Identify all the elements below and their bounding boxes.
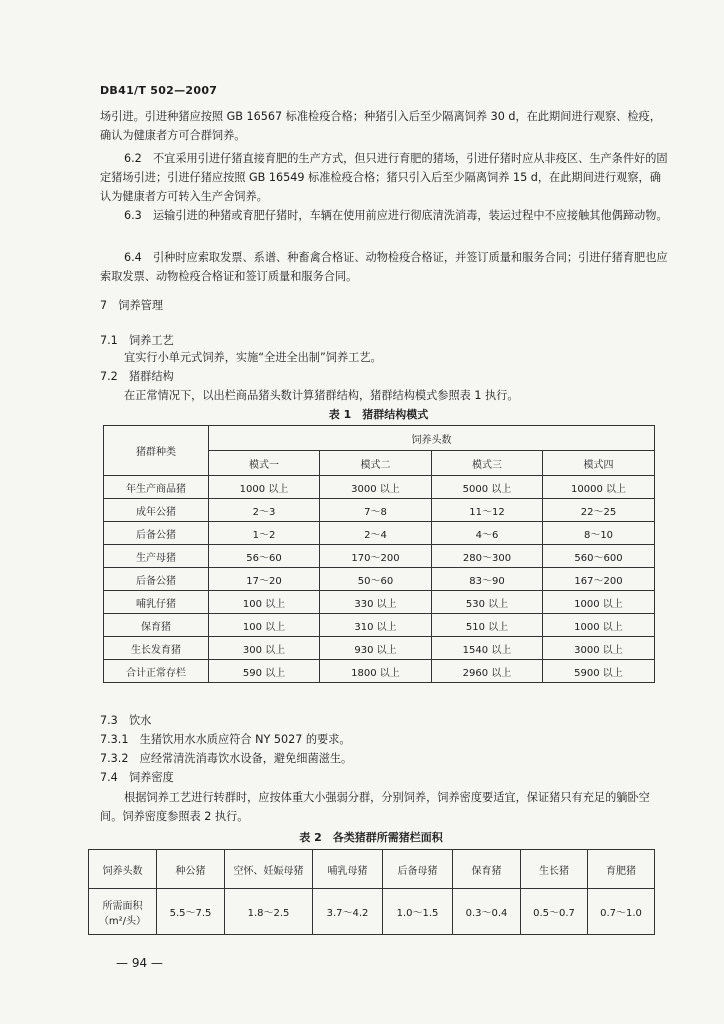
table-2-header: 后备母猪 bbox=[383, 850, 453, 889]
document-code: DB41/T 502—2007 bbox=[100, 84, 218, 97]
table-2-row-label bbox=[89, 889, 157, 935]
table-row bbox=[104, 660, 655, 683]
table-cell: 后备公猪 bbox=[104, 568, 209, 591]
table-cell: 7～8 bbox=[320, 499, 432, 522]
table-cell: 50～60 bbox=[320, 568, 432, 591]
table-cell: 1～2 bbox=[209, 522, 320, 545]
table-row bbox=[104, 476, 655, 499]
table-cell: 83～90 bbox=[432, 568, 543, 591]
paragraph-6-1-tail: 场引进。引进种猪应按照 GB 16567 标准检疫合格；种猪引入后至少隔离饲养 30 d，在此期间进行观察、检疫，确认为健康者方可合群饲养。 bbox=[100, 110, 661, 142]
table-row bbox=[104, 614, 655, 637]
table-cell: 310 以上 bbox=[320, 614, 432, 637]
table-row bbox=[104, 568, 655, 591]
table-1-header-mode: 模式四 bbox=[543, 451, 655, 476]
section-7-2-text: 在正常情况下，以出栏商品猪头数计算猪群结构，猪群结构模式参照表 1 执行。 bbox=[124, 389, 519, 402]
section-7-4-heading: 7.4 饲养密度 bbox=[100, 771, 174, 784]
table-2-header: 空怀、妊娠母猪 bbox=[225, 850, 313, 889]
table-cell: 3000 以上 bbox=[543, 637, 655, 660]
table-cell: 5000 以上 bbox=[432, 476, 543, 499]
table-cell: 1000 以上 bbox=[543, 591, 655, 614]
table-cell: 1000 以上 bbox=[543, 614, 655, 637]
section-7-heading: 7 饲养管理 bbox=[100, 299, 164, 312]
table-1-header-mode: 模式一 bbox=[209, 451, 320, 476]
table-cell: 合计正常存栏 bbox=[104, 660, 209, 683]
table-cell: 2960 以上 bbox=[432, 660, 543, 683]
paragraph-6-4: 6.4 引种时应索取发票、系谱、种畜禽合格证、动物检疫合格证，并签订质量和服务合同；引进仔猪育肥也应索取发票、动物检疫合格证和签订质量和服务合同。 bbox=[100, 251, 668, 283]
table-1-caption: 表 1 猪群结构模式 bbox=[328, 408, 429, 421]
table-cell: 280～300 bbox=[432, 545, 543, 568]
table-1-header-species: 猪群种类 bbox=[104, 426, 209, 476]
table-2-caption: 表 2 各类猪群所需猪栏面积 bbox=[299, 831, 443, 844]
section-7-1-text: 宜实行小单元式饲养，实施“全进全出制”饲养工艺。 bbox=[124, 351, 382, 364]
table-cell: 0.3～0.4 bbox=[453, 889, 521, 935]
table-row bbox=[89, 889, 655, 935]
table-cell: 1800 以上 bbox=[320, 660, 432, 683]
table-cell: 560～600 bbox=[543, 545, 655, 568]
table-cell: 0.7～1.0 bbox=[588, 889, 655, 935]
table-cell: 2～4 bbox=[320, 522, 432, 545]
table-cell: 330 以上 bbox=[320, 591, 432, 614]
table-cell: 2～3 bbox=[209, 499, 320, 522]
table-cell: 167～200 bbox=[543, 568, 655, 591]
table-cell: 170～200 bbox=[320, 545, 432, 568]
table-row bbox=[104, 637, 655, 660]
table-cell: 0.5～0.7 bbox=[521, 889, 588, 935]
table-cell: 1540 以上 bbox=[432, 637, 543, 660]
section-7-3-1: 7.3.1 生猪饮用水水质应符合 NY 5027 的要求。 bbox=[100, 733, 351, 746]
table-cell: 生长发育猪 bbox=[104, 637, 209, 660]
table-cell: 保育猪 bbox=[104, 614, 209, 637]
section-7-4-text: 根据饲养工艺进行转群时，应按体重大小强弱分群，分别饲养，饲养密度要适宜，保证猪只有充足的躺卧空间。饲养密度参照表 2 执行。 bbox=[100, 791, 650, 823]
table-row bbox=[104, 499, 655, 522]
paragraph-6-3: 6.3 运输引进的种猪或育肥仔猪时，车辆在使用前应进行彻底清洗消毒，装运过程中不应接触其他偶蹄动物。 bbox=[124, 209, 668, 222]
table-cell: 530 以上 bbox=[432, 591, 543, 614]
table-2-header: 保育猪 bbox=[453, 850, 521, 889]
table-cell: 1.8～2.5 bbox=[225, 889, 313, 935]
table-row bbox=[104, 522, 655, 545]
row-label-line-2: （m²/头） bbox=[98, 915, 147, 927]
table-2-header: 育肥猪 bbox=[588, 850, 655, 889]
table-1 bbox=[103, 425, 655, 683]
table-2-header: 哺乳母猪 bbox=[313, 850, 383, 889]
table-cell: 10000 以上 bbox=[543, 476, 655, 499]
table-row bbox=[104, 545, 655, 568]
table-2 bbox=[88, 849, 655, 935]
table-cell: 510 以上 bbox=[432, 614, 543, 637]
table-cell: 后备公猪 bbox=[104, 522, 209, 545]
table-cell: 17～20 bbox=[209, 568, 320, 591]
table-cell: 100 以上 bbox=[209, 614, 320, 637]
table-cell: 3.7～4.2 bbox=[313, 889, 383, 935]
paragraph-6-2: 6.2 不宜采用引进仔猪直接育肥的生产方式，但只进行育肥的猪场，引进仔猪时应从非疫区、生产条件好的固定猪场引进；引进仔猪应按照 GB 16549 标准检疫合格；猪只引入后至少隔离饲养 15 d，在此期间进行观察，确认为健康者方可转入生产舍饲养。 bbox=[100, 152, 668, 203]
table-cell: 5.5～7.5 bbox=[157, 889, 225, 935]
table-cell: 哺乳仔猪 bbox=[104, 591, 209, 614]
table-2-header: 种公猪 bbox=[157, 850, 225, 889]
table-cell: 1000 以上 bbox=[209, 476, 320, 499]
section-7-1-heading: 7.1 饲养工艺 bbox=[100, 334, 174, 347]
row-label-line-1: 所需面积 bbox=[102, 900, 143, 912]
table-cell: 生产母猪 bbox=[104, 545, 209, 568]
table-cell: 3000 以上 bbox=[320, 476, 432, 499]
section-7-3-heading: 7.3 饮水 bbox=[100, 714, 152, 727]
table-cell: 成年公猪 bbox=[104, 499, 209, 522]
table-row bbox=[104, 591, 655, 614]
table-1-header-mode: 模式二 bbox=[320, 451, 432, 476]
table-2-header: 饲养头数 bbox=[89, 850, 157, 889]
table-2-header: 生长猪 bbox=[521, 850, 588, 889]
table-cell: 22～25 bbox=[543, 499, 655, 522]
section-7-2-heading: 7.2 猪群结构 bbox=[100, 370, 174, 383]
table-cell: 1.0～1.5 bbox=[383, 889, 453, 935]
page-number: — 94 — bbox=[116, 956, 163, 970]
table-cell: 300 以上 bbox=[209, 637, 320, 660]
table-cell: 56～60 bbox=[209, 545, 320, 568]
table-1-header-mode: 模式三 bbox=[432, 451, 543, 476]
table-cell: 8～10 bbox=[543, 522, 655, 545]
table-cell: 590 以上 bbox=[209, 660, 320, 683]
table-cell: 5900 以上 bbox=[543, 660, 655, 683]
table-cell: 930 以上 bbox=[320, 637, 432, 660]
table-cell: 4～6 bbox=[432, 522, 543, 545]
table-1-header-group: 饲养头数 bbox=[209, 426, 655, 451]
table-cell: 100 以上 bbox=[209, 591, 320, 614]
table-cell: 年生产商品猪 bbox=[104, 476, 209, 499]
table-cell: 11～12 bbox=[432, 499, 543, 522]
section-7-3-2: 7.3.2 应经常清洗消毒饮水设备，避免细菌滋生。 bbox=[100, 752, 353, 765]
